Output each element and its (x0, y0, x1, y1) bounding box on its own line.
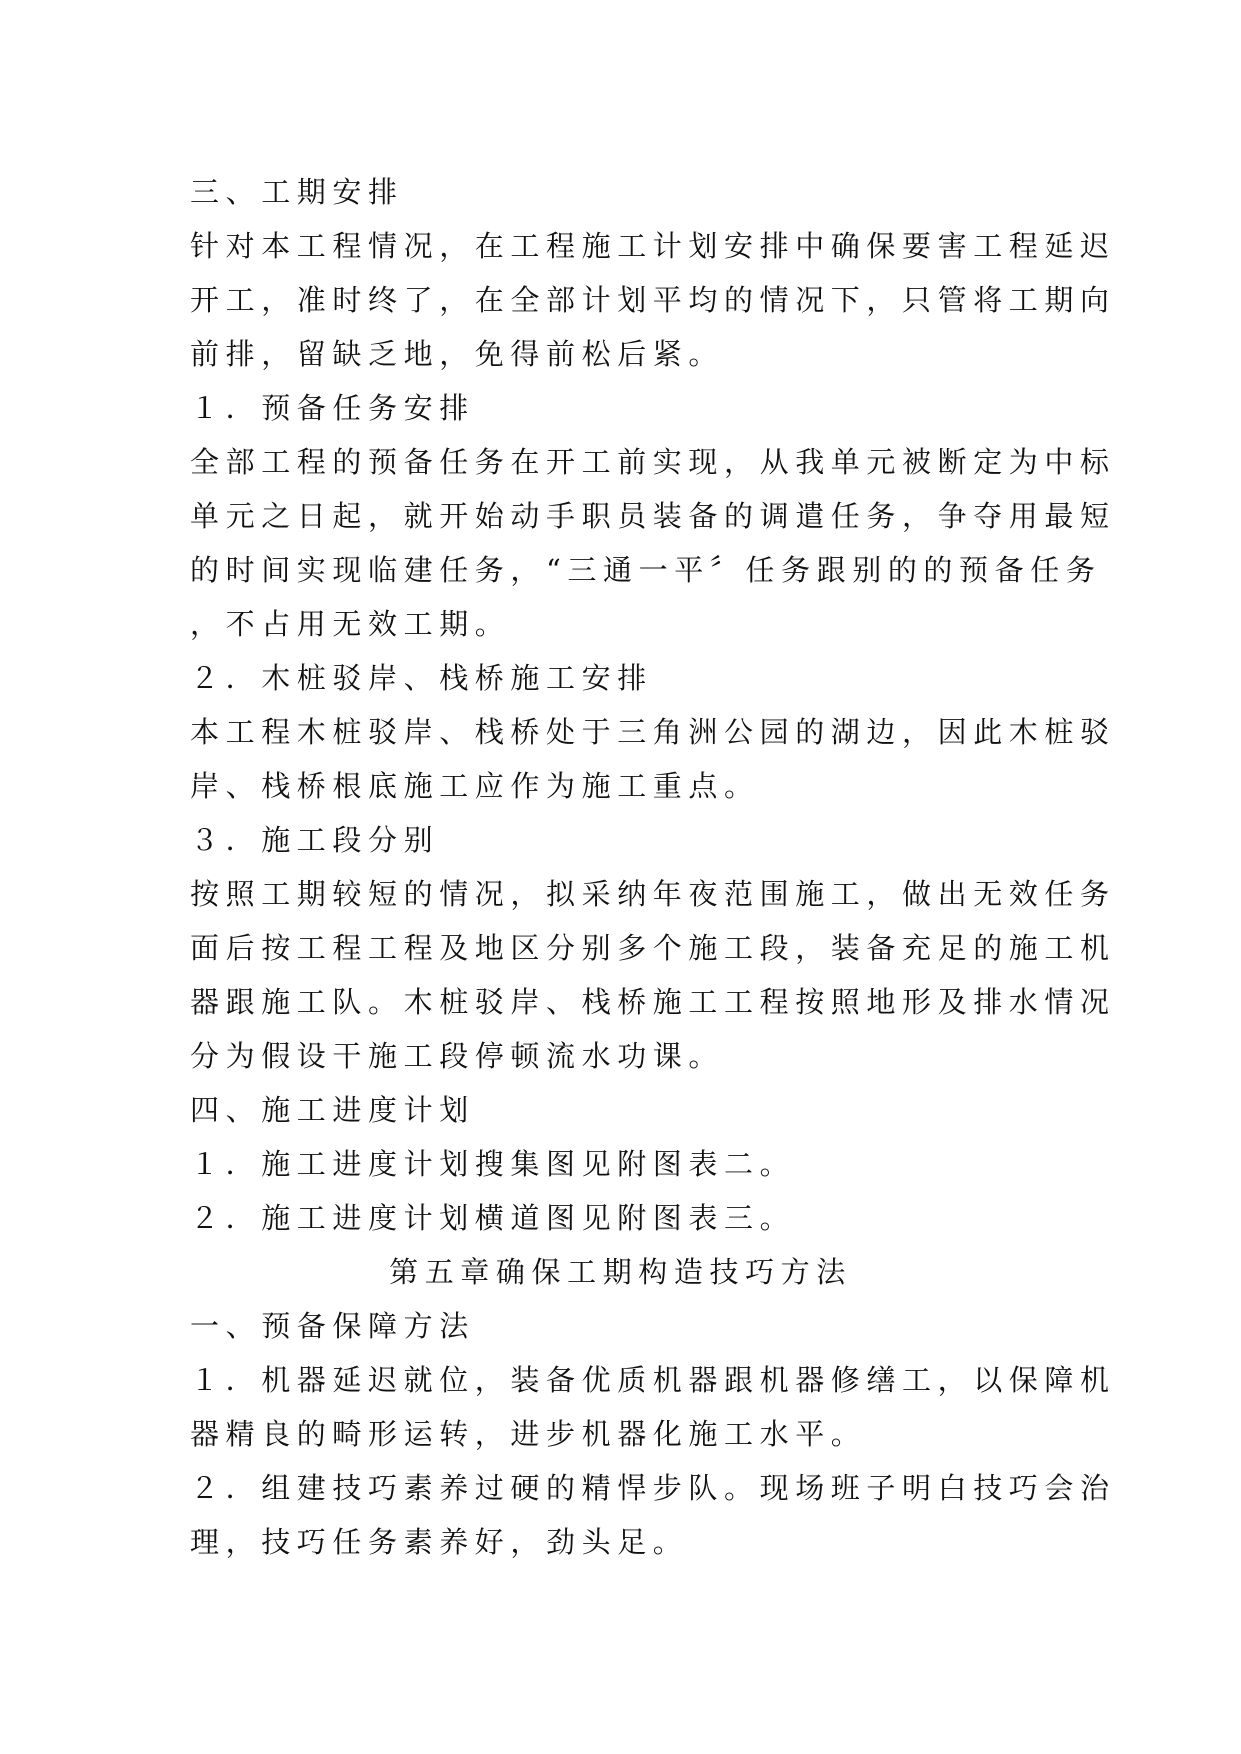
subsection-heading: １．预备任务安排 (190, 391, 475, 425)
paragraph-line: 单元之日起，就开始动手职员装备的调遣任务，争夺用最短 (190, 499, 1116, 533)
subsection-heading: ３．施工段分别 (190, 823, 440, 857)
list-item: １．施工进度计划搜集图见附图表二。 (190, 1147, 796, 1181)
subsection-heading: ２．木桩驳岸、栈桥施工安排 (190, 661, 653, 695)
paragraph-line: 本工程木桩驳岸、栈桥处于三角洲公园的湖边，因此木桩驳 (190, 715, 1116, 749)
section-heading: 三、工期安排 (190, 175, 404, 209)
chapter-title: 第五章确保工期构造技巧方法 (389, 1255, 852, 1289)
paragraph-line: 岸、栈桥根底施工应作为施工重点。 (190, 769, 760, 803)
paragraph-line: 按照工期较短的情况，拟采纳年夜范围施工，做出无效任务 (190, 877, 1116, 911)
paragraph-line: 器跟施工队。木桩驳岸、栈桥施工工程按照地形及排水情况 (190, 985, 1116, 1019)
list-item: ２．施工进度计划横道图见附图表三。 (190, 1201, 796, 1235)
paragraph-line: 的时间实现临建任务，“三通一平〞任务跟别的的预备任务 (190, 553, 1102, 587)
section-heading: 四、施工进度计划 (190, 1093, 475, 1127)
paragraph-line: 面后按工程工程及地区分别多个施工段，装备充足的施工机 (190, 931, 1116, 965)
paragraph-line: 理，技巧任务素养好，劲头足。 (190, 1525, 689, 1559)
paragraph-line: 分为假设干施工段停顿流水功课。 (190, 1039, 725, 1073)
list-item: １．机器延迟就位，装备优质机器跟机器修缮工，以保障机 (190, 1363, 1116, 1397)
paragraph-line: 开工，准时终了，在全部计划平均的情况下，只管将工期向 (190, 283, 1116, 317)
paragraph-line: 器精良的畸形运转，进步机器化施工水平。 (190, 1417, 867, 1451)
paragraph-line: 前排，留缺乏地，免得前松后紧。 (190, 337, 725, 371)
paragraph-line: ，不占用无效工期。 (190, 607, 511, 641)
paragraph-line: 全部工程的预备任务在开工前实现，从我单元被断定为中标 (190, 445, 1116, 479)
paragraph-line: 针对本工程情况，在工程施工计划安排中确保要害工程延迟 (190, 229, 1116, 263)
section-heading: 一、预备保障方法 (190, 1309, 475, 1343)
list-item: ２．组建技巧素养过硬的精悍步队。现场班子明白技巧会治 (190, 1471, 1116, 1505)
